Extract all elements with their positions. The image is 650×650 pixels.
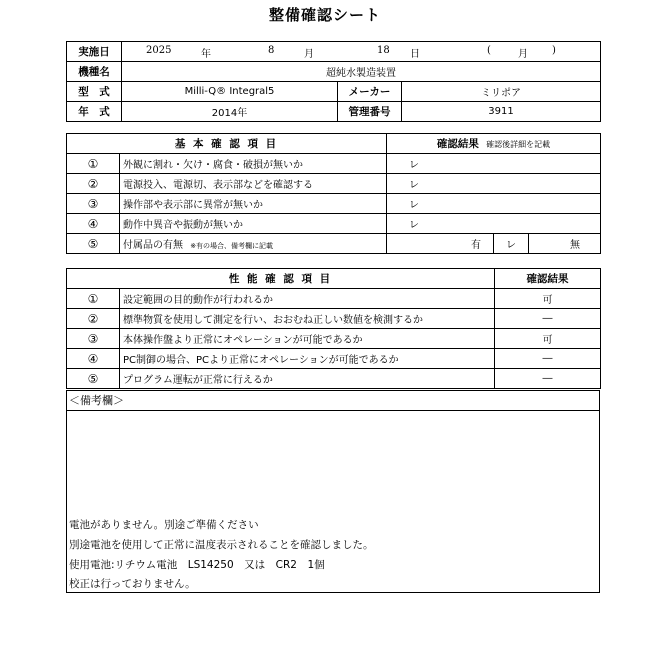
performance-check-table (66, 268, 601, 389)
model-label: 型 式 (67, 82, 122, 102)
weekday-open: ( (487, 45, 491, 56)
perf-row (67, 289, 601, 309)
page-title: 整備確認シート (268, 6, 381, 24)
perf-row (67, 369, 601, 389)
perf-row-text: PC制御の場合、PCより正常にオペレーションが可能であるか (120, 349, 495, 369)
remarks-line: 別途電池を使用して正常に温度表示されることを確認しました。 (69, 539, 374, 551)
basic-result-title: 確認結果 (436, 138, 479, 150)
perf-header: 性 能 確 認 項 目 (67, 269, 495, 289)
date-year-unit: 年 (201, 49, 211, 60)
basic-row (67, 174, 601, 194)
basic-row-result: レ (387, 194, 601, 214)
perf-row-text: 本体操作盤より正常にオペレーションが可能であるか (120, 329, 495, 349)
perf-row-text: プログラム運転が正常に行えるか (120, 369, 495, 389)
mgmt-value: 3911 (402, 102, 601, 122)
remarks-header: ＜備考欄＞ (69, 394, 124, 407)
basic-header: 基 本 確 認 項 目 (67, 134, 387, 154)
model-value: Milli-Q® Integral5 (122, 82, 338, 102)
info-table (66, 41, 601, 122)
perf-row-no: ④ (67, 349, 120, 369)
accessory-text: 付属品の有無 (123, 240, 183, 251)
accessory-note: ※有の場合、備考欄に記載 (190, 242, 274, 250)
basic-result-header (387, 134, 601, 154)
perf-row-result: 可 (495, 289, 601, 309)
perf-row-text: 設定範囲の目的動作が行われるか (120, 289, 495, 309)
perf-row-result: ― (495, 309, 601, 329)
basic-row-text: 電源投入、電源切、表示部などを確認する (120, 174, 387, 194)
remarks-line: 使用電池:リチウム電池 LS14250 又は CR2 1個 (69, 559, 325, 571)
equipment-label: 機種名 (67, 62, 122, 82)
perf-row-no: ① (67, 289, 120, 309)
equipment-value: 超純水製造装置 (122, 62, 601, 82)
basic-row-text (120, 234, 387, 254)
basic-row-no: ① (67, 154, 120, 174)
perf-row-result: ― (495, 349, 601, 369)
basic-row-result: レ (387, 214, 601, 234)
date-day: 18 (377, 45, 390, 56)
maker-value: ミリポア (402, 82, 601, 102)
perf-result-header: 確認結果 (495, 269, 601, 289)
remarks-line: 校正は行っておりません。 (69, 578, 196, 590)
perf-row-text: 標準物質を使用して測定を行い、おおむね正しい数値を検測するか (120, 309, 495, 329)
basic-row-no: ⑤ (67, 234, 120, 254)
accessory-no: 無 (529, 234, 601, 254)
year-model-label: 年 式 (67, 102, 122, 122)
perf-row-no: ③ (67, 329, 120, 349)
basic-row-text: 動作中異音や振動が無いか (120, 214, 387, 234)
maker-label: メーカー (338, 82, 402, 102)
date-month: 8 (268, 45, 275, 56)
basic-row-no: ④ (67, 214, 120, 234)
basic-check-table (66, 133, 601, 254)
remarks-box (66, 390, 600, 593)
date-value (122, 42, 601, 62)
perf-row (67, 349, 601, 369)
accessory-check: レ (494, 234, 529, 254)
basic-row-result: レ (387, 174, 601, 194)
date-year: 2025 (146, 45, 172, 56)
basic-row (67, 214, 601, 234)
perf-row (67, 329, 601, 349)
date-day-unit: 日 (410, 49, 420, 60)
basic-row-text: 操作部や表示部に異常が無いか (120, 194, 387, 214)
basic-row-accessories (67, 234, 601, 254)
remarks-line: 電池がありません。別途ご準備ください (69, 519, 259, 531)
perf-row-no: ⑤ (67, 369, 120, 389)
weekday: 月 (518, 49, 528, 60)
basic-row-text: 外観に割れ・欠け・腐食・破損が無いか (120, 154, 387, 174)
perf-row-result: 可 (495, 329, 601, 349)
date-label: 実施日 (67, 42, 122, 62)
weekday-close: ) (552, 45, 556, 56)
mgmt-label: 管理番号 (338, 102, 402, 122)
basic-row (67, 194, 601, 214)
accessory-yes: 有 (387, 234, 494, 254)
perf-row-result: ― (495, 369, 601, 389)
basic-row-no: ③ (67, 194, 120, 214)
year-model-value: 2014年 (122, 102, 338, 122)
basic-result-note: 確認後詳細を記載 (486, 140, 551, 149)
basic-row (67, 154, 601, 174)
basic-row-no: ② (67, 174, 120, 194)
perf-row-no: ② (67, 309, 120, 329)
basic-row-result: レ (387, 154, 601, 174)
date-month-unit: 月 (304, 49, 314, 60)
perf-row (67, 309, 601, 329)
remarks-divider (67, 410, 599, 411)
